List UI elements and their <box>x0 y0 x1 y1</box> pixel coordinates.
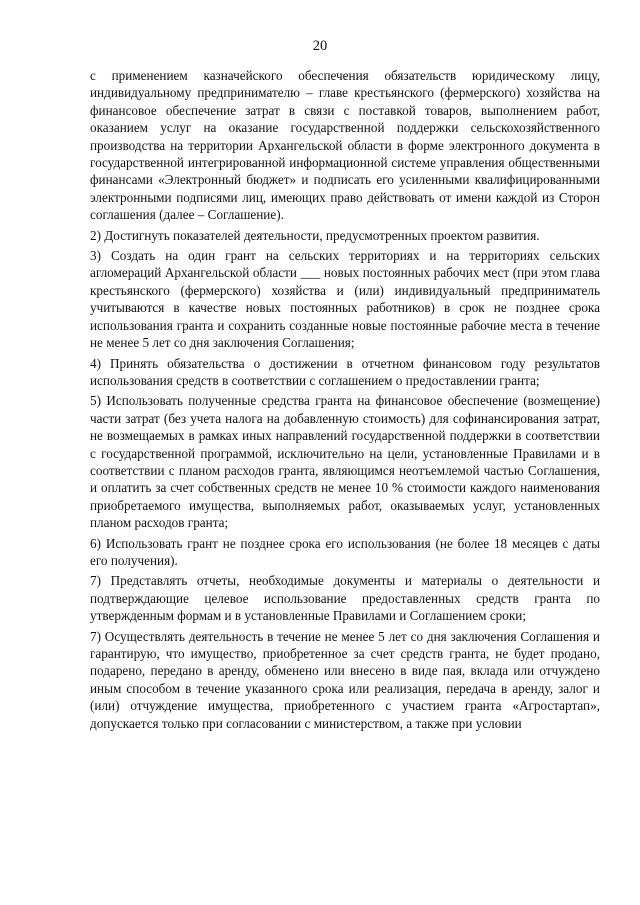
paragraph-item-5: 5) Использовать полученные средства гранта на финансовое обеспечение (возмещение) части затрат (без учета налога на добавленную стоимость) для софинансирования затрат, не возмещаемых в рамках иных направлений государственной поддержки в соответствии с государственной программой, исключительно на цели, установленные Правилами и в соответствии с планом расходов гранта, являющимся неотъемлемой частью Соглашения, и оплатить за счет собственных средств не менее 10 % стоимости каждого наименования приобретаемого имущества, выполняемых работ, оказываемых услуг, установленных планом расходов гранта; <box>90 393 600 531</box>
page-number: 20 <box>312 38 328 54</box>
paragraph-item-6: 6) Использовать грант не позднее срока его использования (не более 18 месяцев с даты его получения). <box>90 535 600 568</box>
paragraph-item-3: 3) Создать на один грант на сельских территориях и на территориях сельских агломераций Архангельской области ___ новых постоянных рабочих мест (при этом глава крестьянского (фермерского) хозяйства и (или) индивидуальный предприниматель учитываются в качестве новых постоянных работников) в срок не позднее срока использования гранта и сохранить созданные новые постоянные рабочие места в течение не менее 5 лет со дня заключения Соглашения; <box>90 248 600 351</box>
paragraph-item-7-reports: 7) Представлять отчеты, необходимые документы и материалы о деятельности и подтверждающие целевое использование предоставленных средств гранта по утвержденным формам и в установленные Правилами и Соглашением сроки; <box>90 573 600 624</box>
paragraph-continuation: с применением казначейского обеспечения обязательств юридическому лицу, индивидуальному предпринимателю – главе крестьянского (фермерского) хозяйства на финансовое обеспечение затрат в связи с поставкой товаров, выполнением работ, оказанием услуг на оказание государственной поддержки сельскохозяйственного производства на территории Архангельской области в форме электронного документа в государственной интегрированной информационной системе управления общественными финансами «Электронный бюджет» и подписать его усиленными квалифицированными электронными подписями лиц, имеющих право действовать от имени каждой из Сторон соглашения (далее – Соглашение). <box>90 68 600 223</box>
paragraph-item-2: 2) Достигнуть показателей деятельности, предусмотренных проектом развития. <box>90 227 540 243</box>
paragraph-item-4: 4) Принять обязательства о достижении в отчетном финансовом году результатов использования средств в соответствии с соглашением о предоставлении гранта; <box>90 355 600 388</box>
document-body <box>90 67 600 732</box>
paragraph-item-7-activity: 7) Осуществлять деятельность в течение не менее 5 лет со дня заключения Соглашения и гарантирую, что имущество, приобретенное за счет средств гранта, не будет продано, подарено, передано в аренду, обменено или внесено в виде пая, вклада или отчуждено иным способом в течение указанного срока или реализация, передача в аренду, залог и (или) отчуждение имущества, приобретенного с участием гранта «Агростартап», допускается только при согласовании с министерством, а также при условии <box>90 628 600 731</box>
